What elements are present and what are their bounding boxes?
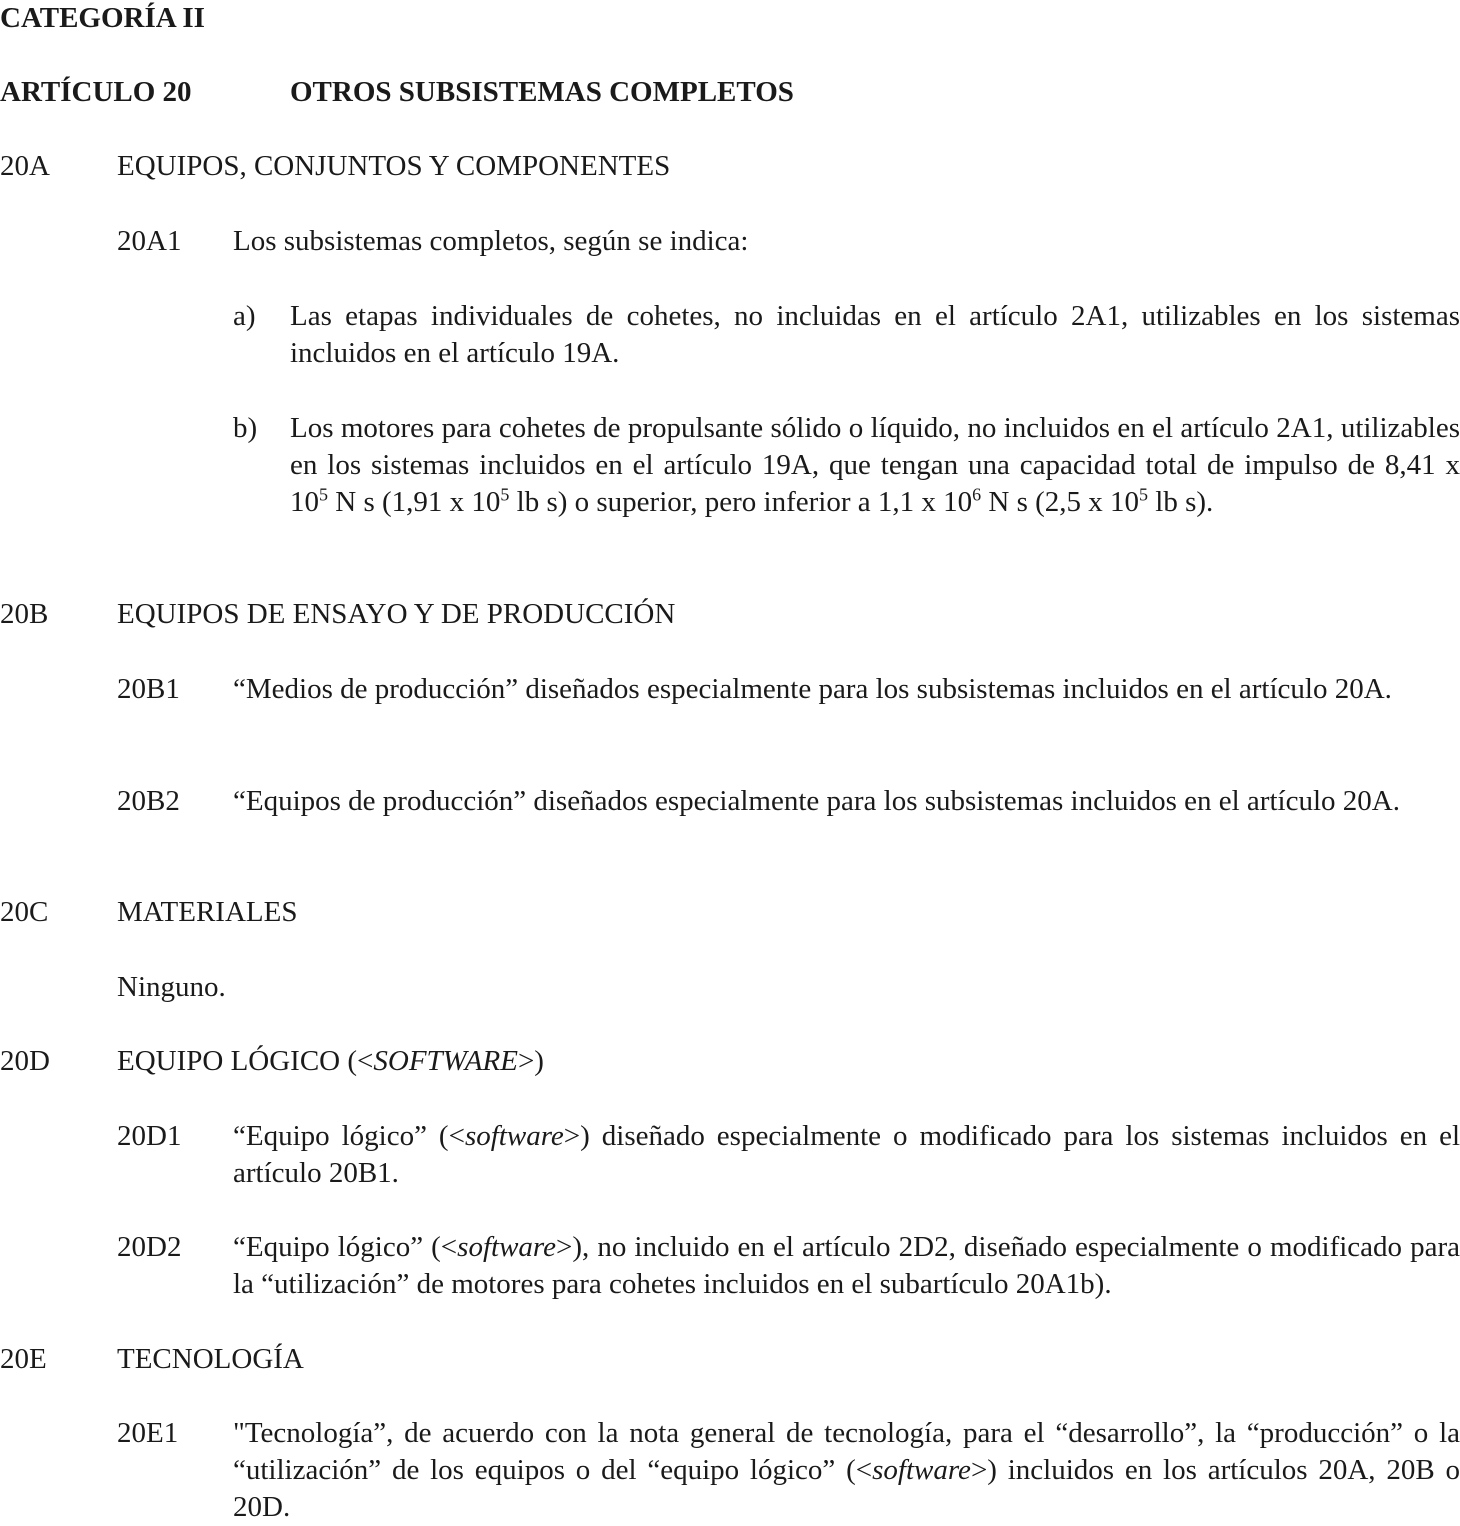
section-20e-code: 20E (0, 1343, 47, 1375)
subitem-b-text-part: lb s). (1148, 486, 1214, 518)
item-20d1-code: 20D1 (117, 1120, 182, 1152)
subitem-b-label: b) (233, 412, 258, 444)
item-20e1-paragraph (233, 1415, 1460, 1526)
item-20d2-italic: software (457, 1231, 556, 1263)
subitem-a-text (290, 298, 1460, 372)
subitem-b-text (290, 410, 1460, 521)
item-20b1-text (233, 671, 1460, 708)
item-20a1-text: Los subsistemas completos, según se indica: (233, 225, 749, 257)
section-20c-code: 20C (0, 896, 49, 928)
section-20d-title-italic: SOFTWARE (373, 1045, 518, 1077)
category-heading: CATEGORÍA II (0, 2, 205, 34)
section-20c-title: MATERIALES (117, 896, 298, 928)
subitem-b-text-part: N s (2,5 x 10 (981, 486, 1140, 518)
subitem-b-text-part: lb s) o superior, pero inferior a 1,1 x 10 (509, 486, 973, 518)
section-20d-code: 20D (0, 1045, 50, 1077)
item-20d2-text (233, 1229, 1460, 1303)
section-20d-title-part: >) (517, 1045, 544, 1077)
section-20b-title: EQUIPOS DE ENSAYO Y DE PRODUCCIÓN (117, 598, 676, 630)
item-20d1-text-part: >) diseñado especialmente o modificado para los sistemas incluidos en el artículo 20B1. (233, 1120, 1460, 1189)
item-20a1-code: 20A1 (117, 225, 182, 257)
item-20d2-code: 20D2 (117, 1231, 182, 1263)
section-20b-code: 20B (0, 598, 49, 630)
item-20b1-code: 20B1 (117, 673, 180, 705)
subitem-b-paragraph (290, 410, 1460, 521)
item-20d1-paragraph (233, 1118, 1460, 1192)
subitem-b-text-part: Los motores para cohetes de propulsante sólido o líquido, no incluidos en el artículo 2A1, utilizables en los sistemas incluidos en el artículo 19A, que tengan una capacidad total de impulso de 8,41 x 10 (290, 412, 1460, 518)
section-20c-text: Ninguno. (117, 971, 226, 1003)
item-20b1-paragraph: “Medios de producción” diseñados especialmente para los subsistemas incluidos en el artículo 20A. (233, 673, 1392, 705)
exponent: 5 (1139, 484, 1149, 505)
item-20b2-text (233, 783, 1460, 820)
section-20d-title-part: EQUIPO LÓGICO (< (117, 1045, 374, 1077)
exponent: 5 (319, 484, 328, 505)
section-20d-title (117, 1043, 544, 1080)
item-20d1-text (233, 1118, 1460, 1192)
item-20e1-text-part: >) incluidos en los artículos 20A, 20B o 20D. (233, 1454, 1460, 1523)
subitem-a-paragraph: Las etapas individuales de cohetes, no incluidas en el artículo 2A1, utilizables en los sistemas incluidos en el artículo 19A. (290, 300, 1460, 369)
item-20d1-italic: software (464, 1120, 564, 1152)
item-20e1-text-part: "Tecnología”, de acuerdo con la nota general de tecnología, para el “desarrollo”, la “producción” o la “utilización” de los equipos o del “equipo lógico” (< (233, 1417, 1460, 1486)
item-20d2-text-part: “Equipo lógico” (< (233, 1231, 458, 1263)
section-20e-title: TECNOLOGÍA (117, 1343, 304, 1375)
exponent: 6 (972, 484, 982, 505)
section-20a-code: 20A (0, 150, 50, 182)
subitem-b-text-part: N s (1,91 x 10 (328, 486, 501, 518)
item-20d1-text-part: “Equipo lógico” (< (233, 1120, 465, 1152)
item-20d2-text-part: >), no incluido en el artículo 2D2, diseñado especialmente o modificado para la “utilización” de motores para cohetes incluidos en el subartículo 20A1b). (233, 1231, 1460, 1300)
item-20b2-code: 20B2 (117, 785, 180, 817)
section-20a-title: EQUIPOS, CONJUNTOS Y COMPONENTES (117, 150, 671, 182)
item-20e1-text (233, 1415, 1460, 1526)
subitem-a-label: a) (233, 300, 256, 332)
item-20e1-italic: software (872, 1454, 971, 1486)
item-20e1-code: 20E1 (117, 1417, 179, 1449)
item-20b2-paragraph: “Equipos de producción” diseñados especialmente para los subsistemas incluidos en el artículo 20A. (233, 785, 1400, 817)
exponent: 5 (500, 484, 510, 505)
article-code: ARTÍCULO 20 (0, 76, 192, 108)
item-20d2-paragraph (233, 1229, 1460, 1303)
article-title: OTROS SUBSISTEMAS COMPLETOS (290, 76, 794, 108)
